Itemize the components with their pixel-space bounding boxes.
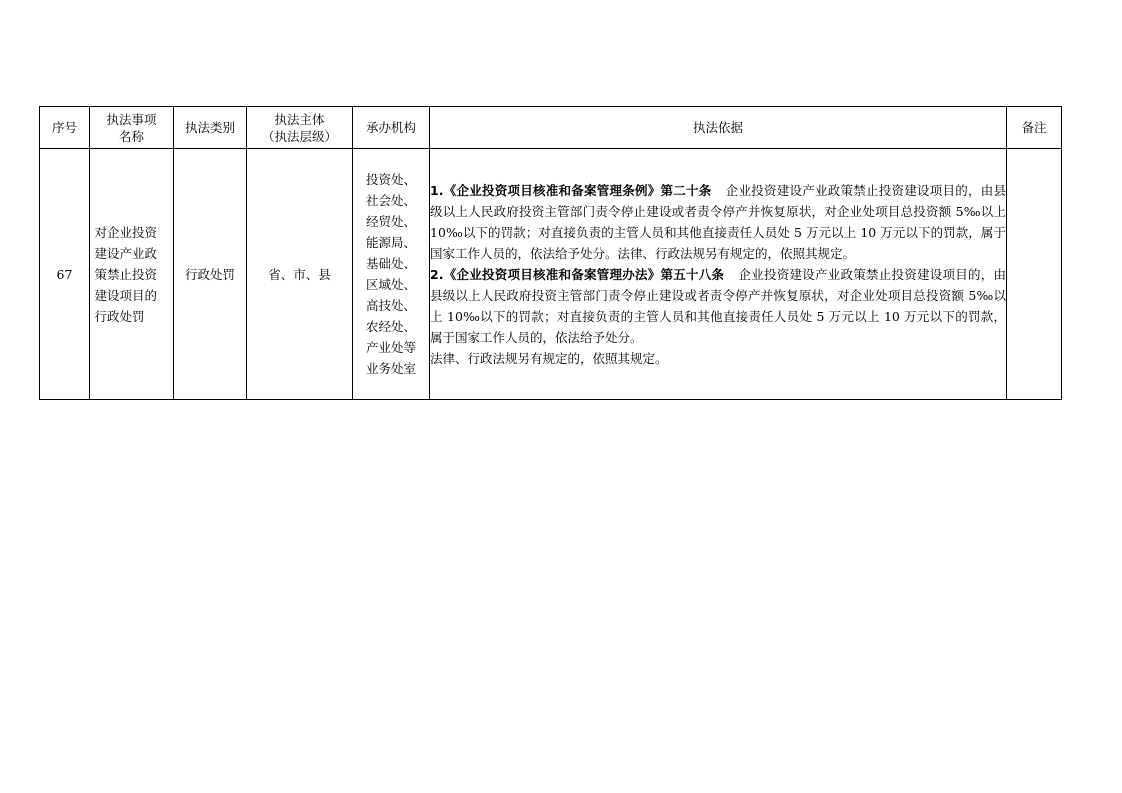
basis-clause-2-extra: 法律、行政法规另有规定的，依照其规定。 (430, 350, 668, 366)
header-subject (247, 107, 353, 149)
header-category: 执法类别 (174, 107, 247, 149)
basis-clause-2-text: 企业投资建设产业政策禁止投资建设项目的，由县级以上人民政府投资主管部门责令停止建设或者责令停产并恢复原状，对企业处项目总投资额 5‰以上 10‰以下的罚款；对直接负责的主管人员和其他直接责任人员处 5 万元以上 10 万元以下的罚款，属于国家工作人员的，依法给予处分。 (430, 266, 1006, 345)
cell-basis (430, 149, 1007, 400)
basis-clause-2-title: 2.《企业投资项目核准和备案管理办法》第五十八条 (430, 266, 725, 282)
basis-clause-1-text: 企业投资建设产业政策禁止投资建设项目的，由县级以上人民政府投资主管部门责令停止建设或者责令停产并恢复原状，对企业处项目总投资额 5‰以上 10‰以下的罚款；对直接负责的主管人员和其他直接责任人员处 5 万元以上 10 万元以下的罚款，属于国家工作人员的，依法给予处分。法律、行政法规另有规定的，依照其规定。 (430, 182, 1006, 261)
header-basis: 执法依据 (430, 107, 1007, 149)
header-remarks: 备注 (1007, 107, 1062, 149)
basis-clause-2 (430, 264, 1006, 348)
header-item-name (90, 107, 174, 149)
basis-clause-1 (430, 180, 1006, 264)
item-name-text: 对企业投资建设产业政策禁止投资建设项目的行政处罚 (94, 224, 158, 324)
cell-category: 行政处罚 (174, 149, 247, 400)
basis-clause-1-title: 1.《企业投资项目核准和备案管理条例》第二十条 (430, 182, 712, 198)
table-row (40, 149, 1062, 400)
agency-text: 投资处、社会处、经贸处、能源局、基础处、区域处、高技处、农经处、产业处等业务处室 (366, 172, 417, 376)
cell-seq: 67 (40, 149, 90, 400)
header-agency: 承办机构 (353, 107, 430, 149)
header-item-name-line2: 名称 (118, 128, 144, 144)
header-subject-line2: （执法层级） (261, 128, 337, 144)
cell-item-name (90, 149, 174, 400)
cell-subject: 省、市、县 (247, 149, 353, 400)
header-seq: 序号 (40, 107, 90, 149)
enforcement-table (39, 106, 1062, 400)
header-subject-line1: 执法主体 (274, 111, 325, 127)
header-row (40, 107, 1062, 149)
cell-agency (353, 149, 430, 400)
cell-remarks (1007, 149, 1062, 400)
header-item-name-line1: 执法事项 (106, 111, 157, 127)
